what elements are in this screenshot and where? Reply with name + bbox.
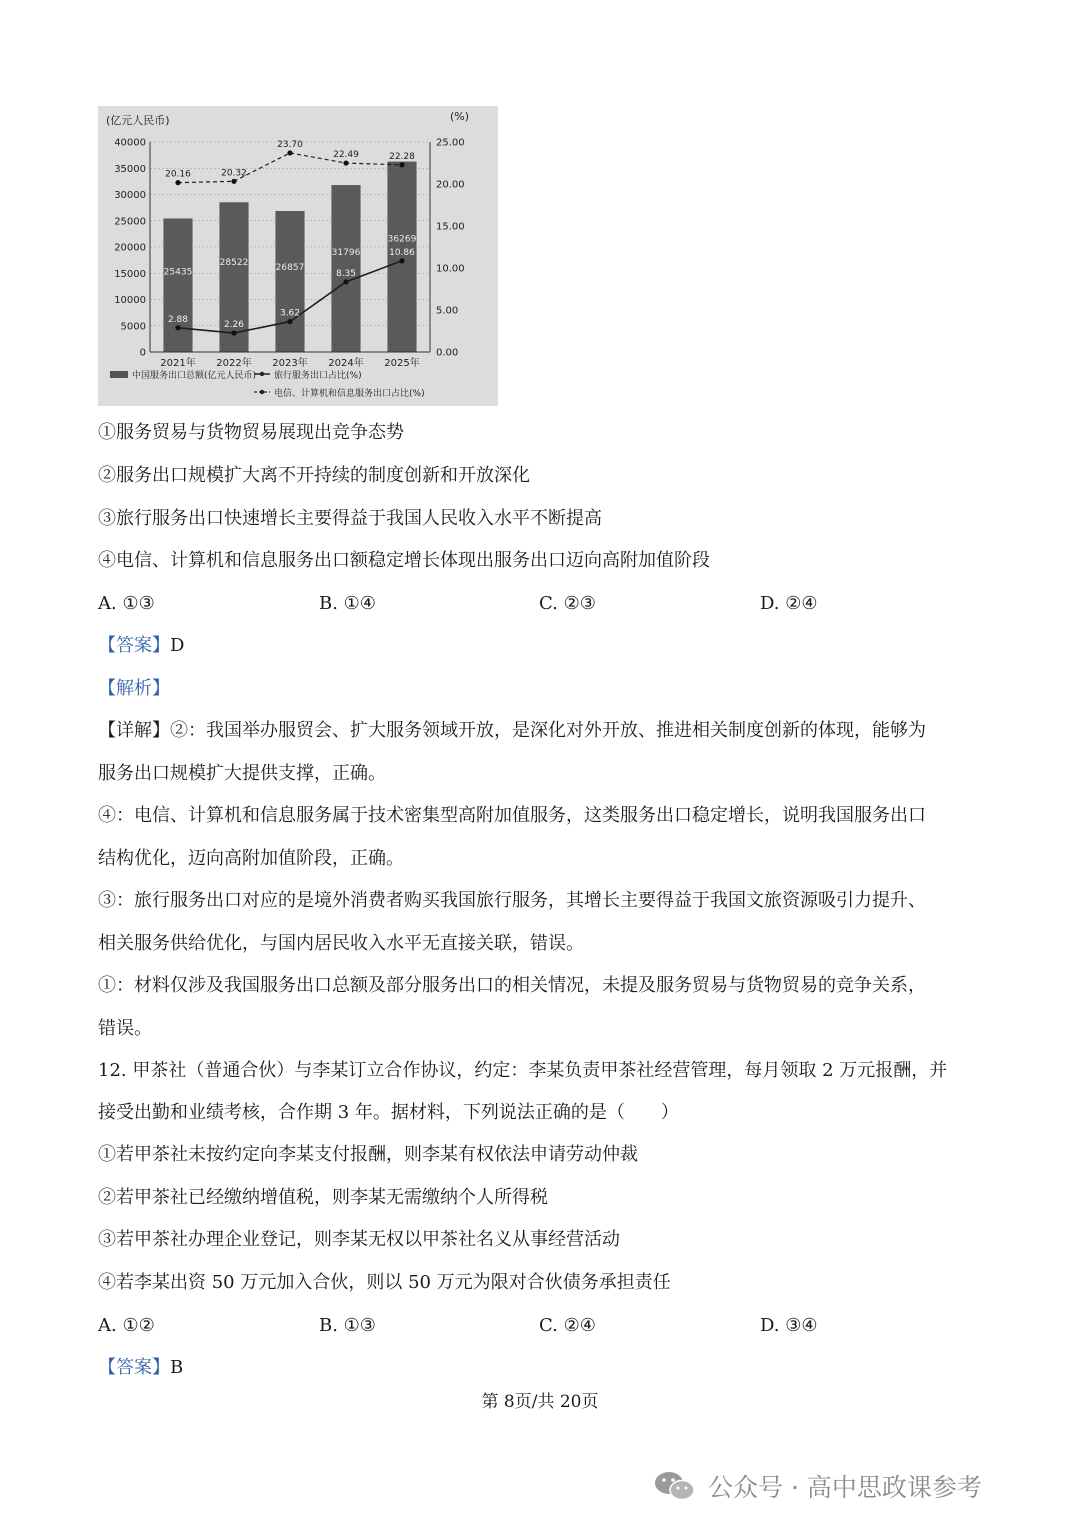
watermark	[652, 1466, 982, 1506]
q12-statement-1: ①若甲茶社未按约定向李某支付报酬，则李某有权依法申请劳动仲裁	[98, 1144, 638, 1165]
y-right-tick-label: 15.00	[436, 221, 465, 233]
series-point-label: 10.86	[389, 247, 415, 258]
q11-answer	[98, 634, 184, 658]
answer-tag: 【答案】	[98, 1357, 170, 1378]
q11-option-a: A. ①③	[98, 593, 155, 614]
y-left-tick-label: 40000	[114, 137, 146, 149]
series-point	[287, 150, 292, 155]
left-axis-label: (亿元人民币)	[106, 114, 170, 127]
series-point	[175, 325, 180, 330]
y-right-tick-label: 10.00	[436, 263, 465, 275]
series-point	[399, 162, 404, 167]
legend-label-line-dashed: 电信、计算机和信息服务出口占比(%)	[274, 389, 425, 399]
bar	[275, 211, 304, 352]
series-point-label: 2.26	[223, 320, 245, 331]
q12-stem-line-2: 接受出勤和业绩考核，合作期 3 年。据材料，下列说法正确的是（ ）	[98, 1102, 679, 1123]
q12-statement-2: ②若甲茶社已经缴纳增值税，则李某无需缴纳个人所得税	[98, 1187, 548, 1208]
q11-option-b: B. ①④	[319, 593, 376, 614]
y-right-tick-label: 25.00	[436, 137, 465, 149]
watermark-text: 公众号 · 高中思政课参考	[708, 1473, 982, 1502]
q11-explanation-line-8: 错误。	[98, 1018, 152, 1039]
chart-svg	[98, 106, 498, 406]
y-left-tick-label: 20000	[114, 242, 146, 254]
y-left-tick-label: 10000	[114, 295, 146, 306]
analysis-tag: 【解析】	[98, 678, 170, 699]
q12-answer	[98, 1356, 183, 1380]
series-point	[287, 319, 292, 324]
q12-option-a: A. ①②	[98, 1315, 155, 1336]
series-point-label: 3.62	[279, 308, 301, 319]
q11-option-d: D. ②④	[760, 593, 818, 614]
series-point-label: 22.49	[333, 150, 359, 161]
q12-statement-4: ④若李某出资 50 万元加入合伙，则以 50 万元为限对合伙债务承担责任	[98, 1272, 671, 1293]
answer-tag: 【答案】	[98, 635, 170, 656]
x-tick-label: 2021年	[160, 358, 196, 369]
series-point-label: 20.16	[165, 169, 191, 180]
y-left-tick-label: 30000	[114, 190, 146, 201]
q11-analysis-heading	[98, 677, 170, 701]
y-left-tick-label: 35000	[114, 163, 146, 175]
series-point-label: 20.32	[221, 168, 247, 179]
q11-explanation-line-7: ①：材料仅涉及我国服务出口总额及部分服务出口的相关情况，未提及服务贸易与货物贸易的竞争关系，	[98, 975, 926, 996]
series-point	[231, 330, 236, 335]
q12-option-c: C. ②④	[539, 1315, 596, 1336]
series-point	[231, 179, 236, 184]
x-tick-label: 2024年	[328, 358, 364, 369]
q11-statement-3: ③旅行服务出口快速增长主要得益于我国人民收入水平不断提高	[98, 508, 602, 529]
q12-option-d: D. ③④	[760, 1315, 818, 1336]
explanation-text: ②：我国举办服贸会、扩大服务领域开放，是深化对外开放、推进相关制度创新的体现，能够为	[170, 720, 926, 741]
y-right-tick-label: 5.00	[436, 305, 459, 317]
bar	[163, 218, 192, 352]
series-point-label: 2.88	[167, 314, 189, 325]
q11-explanation-line-5: ③：旅行服务出口对应的是境外消费者购买我国旅行服务，其增长主要得益于我国文旅资源吸引力提升、	[98, 890, 926, 911]
chart-legend	[110, 369, 425, 399]
series-point	[343, 160, 348, 165]
x-tick-label: 2022年	[216, 358, 252, 369]
q11-statement-2: ②服务出口规模扩大离不开持续的制度创新和开放深化	[98, 465, 530, 486]
q11-explanation-line-6: 相关服务供给优化，与国内居民收入水平无直接关联，错误。	[98, 933, 584, 954]
series-point-label: 22.28	[389, 151, 415, 162]
q11-explanation-line-4: 结构优化，迈向高附加值阶段，正确。	[98, 848, 404, 869]
y-left-tick-label: 5000	[120, 321, 146, 333]
q11-option-c: C. ②③	[539, 593, 596, 614]
series-point-label: 8.35	[335, 268, 357, 279]
y-left-tick-label: 25000	[114, 216, 146, 228]
series-point	[175, 180, 180, 185]
q12-statement-3: ③若甲茶社办理企业登记，则李某无权以甲茶社名义从事经营活动	[98, 1229, 620, 1250]
legend-swatch-dot-solid	[260, 372, 264, 376]
q12-stem-line-1: 12. 甲茶社（普通合伙）与李某订立合作协议，约定：李某负责甲茶社经营管理，每月领取 2 万元报酬，并	[98, 1060, 948, 1081]
answer-value: D	[170, 635, 185, 656]
y-left-tick-label: 0	[139, 347, 146, 359]
bar-value-label: 31796	[331, 248, 361, 259]
x-tick-label: 2023年	[272, 358, 308, 369]
q11-explanation-line-3: ④：电信、计算机和信息服务属于技术密集型高附加值服务，这类服务出口稳定增长，说明我国服务出口	[98, 805, 926, 826]
y-left-tick-label: 15000	[114, 268, 146, 280]
q11-explanation-line-1	[98, 719, 926, 743]
y-right-tick-label: 20.00	[436, 179, 465, 191]
legend-label-line-solid: 旅行服务出口占比(%)	[274, 371, 362, 381]
y-right-tick-label: 0.00	[436, 347, 459, 359]
bar-value-label: 28522	[219, 258, 249, 269]
x-tick-label: 2025年	[384, 358, 420, 369]
series-point-label: 23.70	[277, 139, 303, 150]
series-point	[399, 258, 404, 263]
answer-value: B	[170, 1357, 184, 1378]
series-point	[343, 279, 348, 284]
q11-statement-4: ④电信、计算机和信息服务出口额稳定增长体现出服务出口迈向高附加值阶段	[98, 550, 710, 571]
dashed-series-line	[178, 153, 402, 183]
bar-value-label: 36269	[387, 234, 417, 245]
legend-label-bar: 中国服务出口总额(亿元人民币)	[132, 371, 257, 381]
detail-tag: 【详解】	[98, 720, 170, 741]
right-axis-label: (%)	[450, 110, 470, 123]
legend-swatch-dot-dashed	[260, 390, 264, 394]
q11-explanation-line-2: 服务出口规模扩大提供支撑，正确。	[98, 763, 386, 784]
trade-chart	[98, 106, 498, 406]
page-footer: 第 8页/共 20页	[481, 1392, 599, 1412]
legend-swatch-bar	[110, 371, 128, 378]
bar-value-label: 25435	[163, 267, 193, 278]
q11-statement-1: ①服务贸易与货物贸易展现出竞争态势	[98, 422, 404, 443]
wechat-icon	[652, 1468, 698, 1504]
q12-option-b: B. ①③	[319, 1315, 376, 1336]
bar-value-label: 26857	[275, 263, 305, 274]
